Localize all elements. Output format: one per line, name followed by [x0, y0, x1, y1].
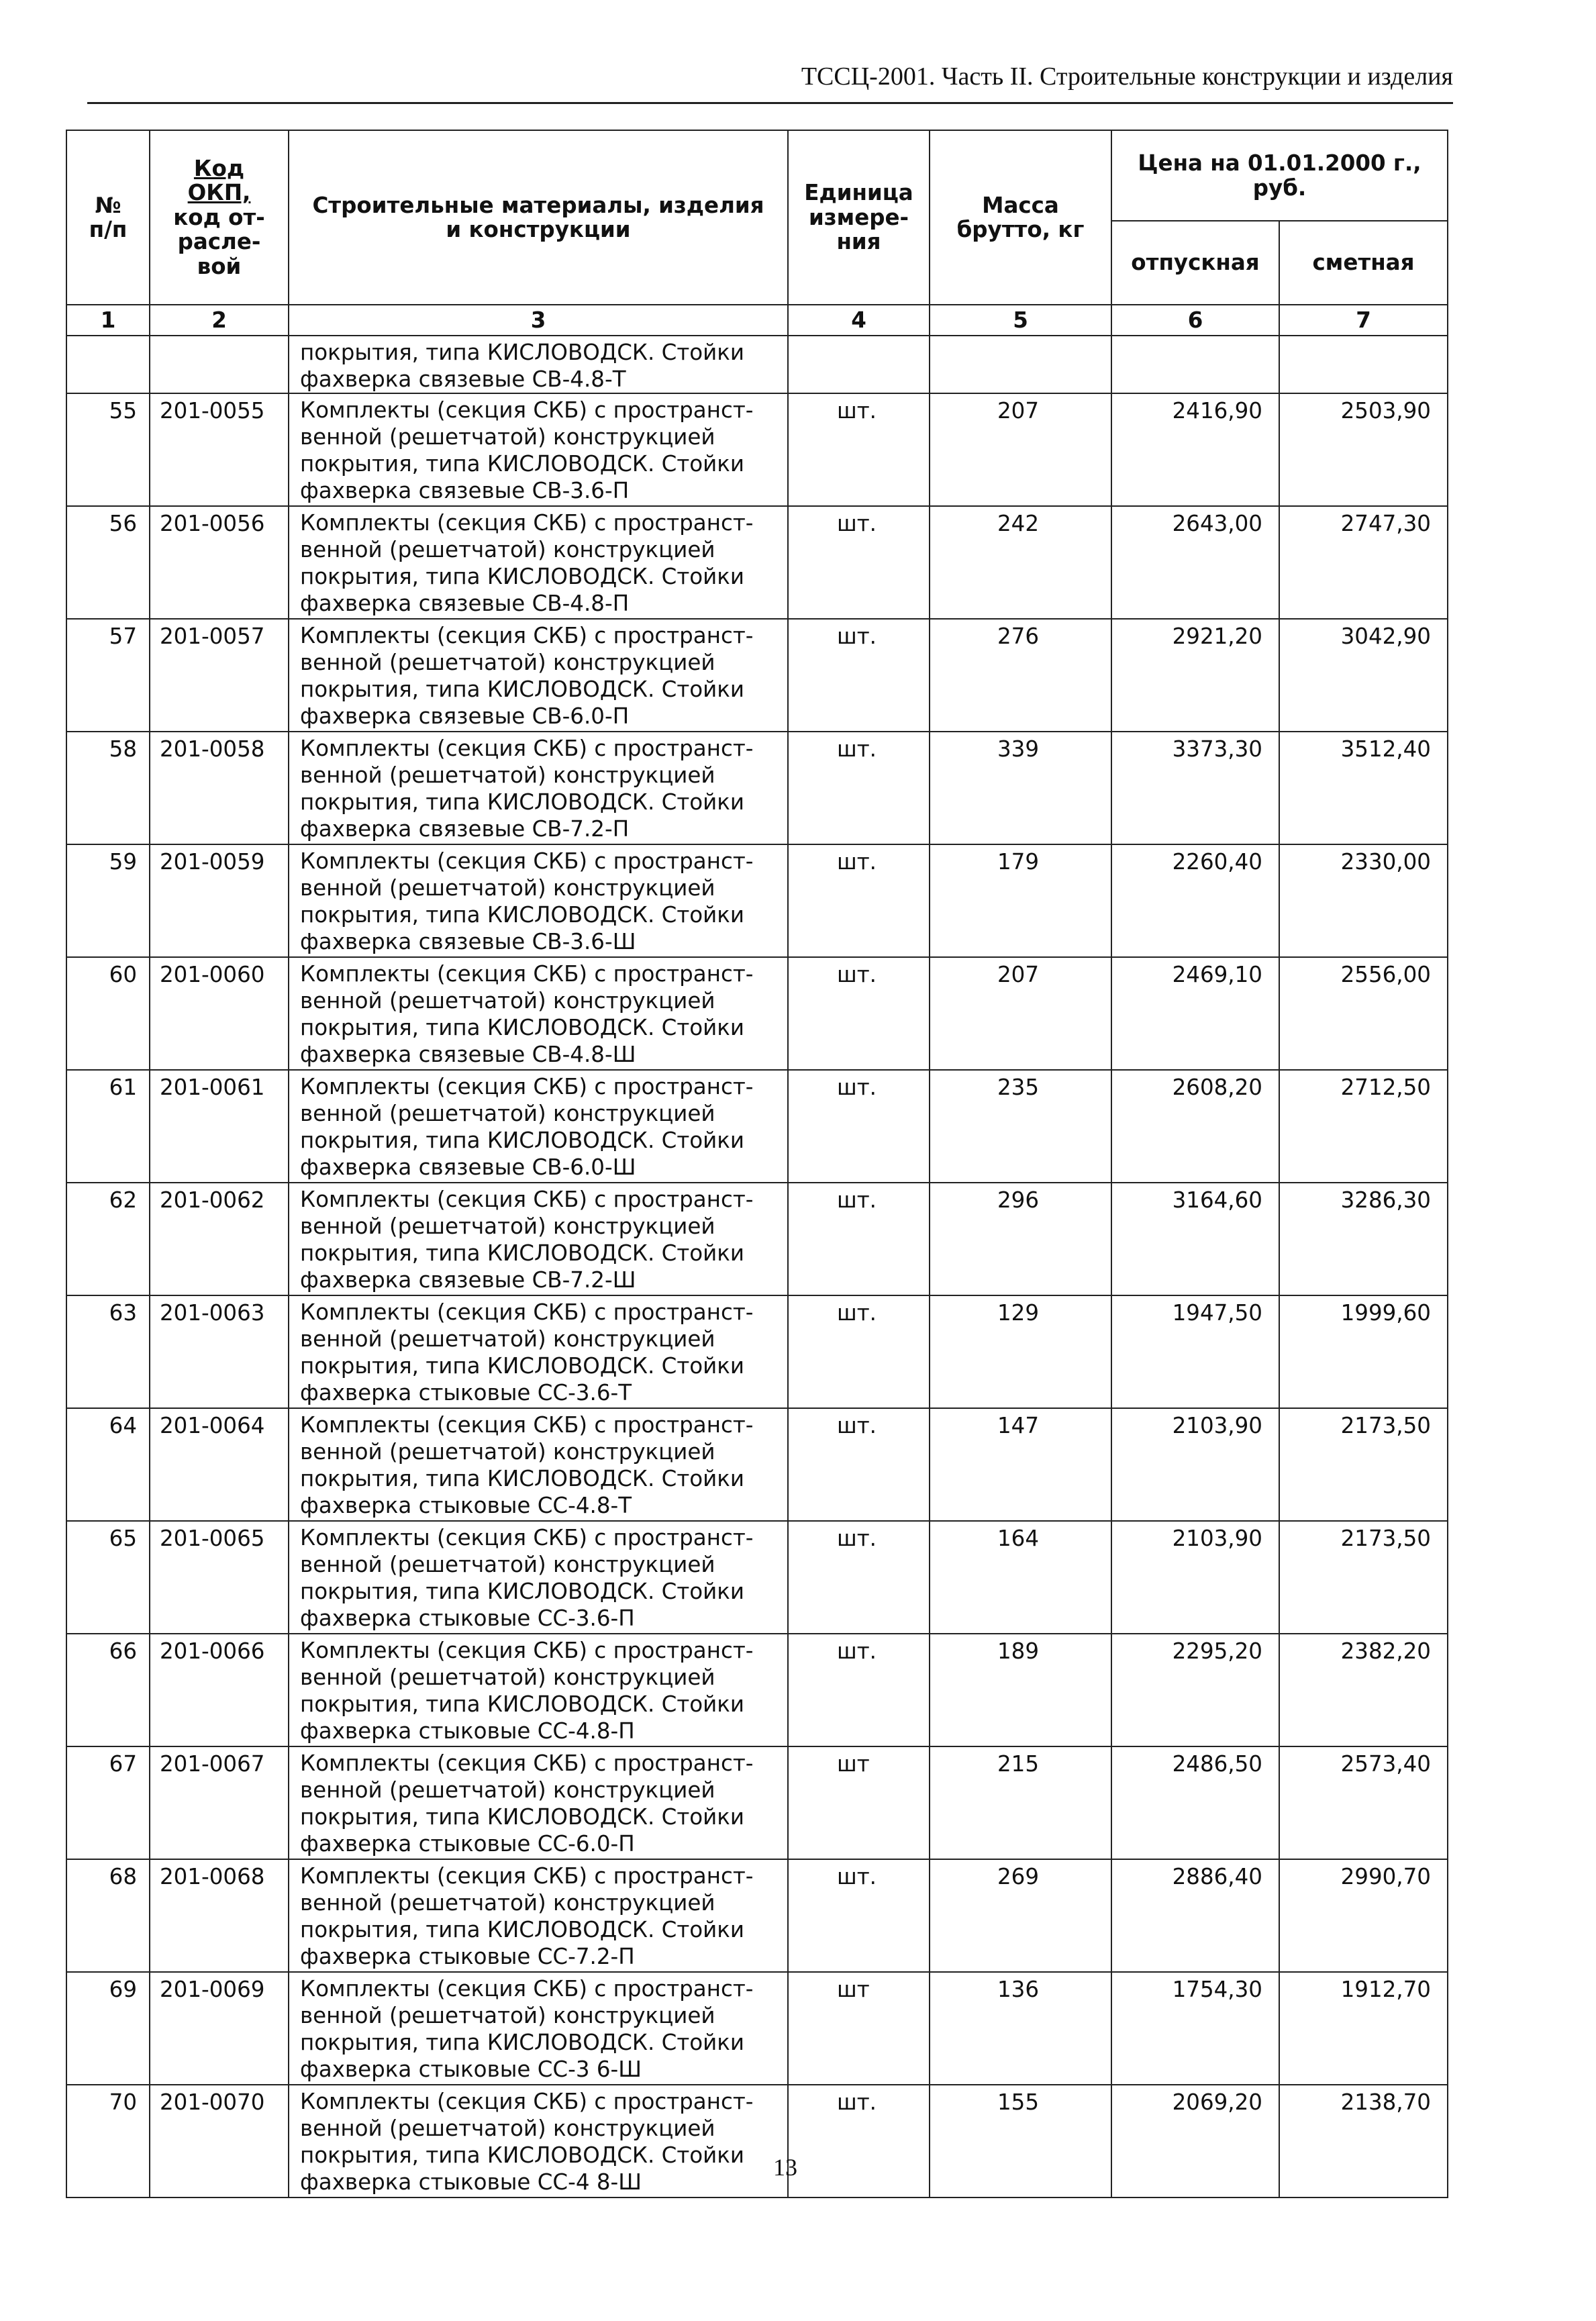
row-description [289, 732, 788, 844]
price-table [66, 130, 1448, 2198]
continuation-description [289, 336, 788, 393]
table-row [66, 619, 1448, 732]
row-mass: 164 [930, 1521, 1111, 1634]
row-description-line1: Комплекты (секция СКБ) с пространст- [300, 1412, 754, 1438]
row-number: 70 [66, 2085, 150, 2197]
row-description-line2: венной (решетчатой) конструкцией [300, 875, 715, 901]
continuation-line1: покрытия, типа КИСЛОВОДСК. Стойки [300, 340, 745, 365]
row-price-estimate: 2138,70 [1279, 2085, 1448, 2197]
header-num-line2: п/п [89, 217, 128, 242]
row-price-release: 2608,20 [1111, 1070, 1279, 1183]
row-mass: 276 [930, 619, 1111, 732]
row-unit: шт [788, 1746, 930, 1859]
row-number: 63 [66, 1295, 150, 1408]
page-header: ТССЦ-2001. Часть II. Строительные конструкции и изделия [801, 62, 1453, 91]
row-description [289, 393, 788, 506]
row-description-line1: Комплекты (секция СКБ) с пространст- [300, 510, 754, 536]
row-code: 201-0060 [150, 957, 289, 1070]
header-unit [788, 130, 930, 305]
row-description-line2: венной (решетчатой) конструкцией [300, 537, 715, 562]
row-unit: шт. [788, 957, 930, 1070]
row-description-line3: покрытия, типа КИСЛОВОДСК. Стойки [300, 1128, 745, 1153]
row-description-line3: покрытия, типа КИСЛОВОДСК. Стойки [300, 789, 745, 815]
row-unit: шт. [788, 1183, 930, 1295]
table-row [66, 2085, 1448, 2197]
header-code-line3: код от- [173, 204, 265, 230]
row-description [289, 1183, 788, 1295]
row-price-release: 1754,30 [1111, 1972, 1279, 2085]
row-price-release: 2416,90 [1111, 393, 1279, 506]
row-price-estimate: 2990,70 [1279, 1859, 1448, 1972]
row-description-line3: покрытия, типа КИСЛОВОДСК. Стойки [300, 1691, 745, 1717]
row-mass: 147 [930, 1408, 1111, 1521]
row-description-line4: фахверка связевые СВ-3.6-П [300, 478, 630, 503]
row-description-line3: покрытия, типа КИСЛОВОДСК. Стойки [300, 451, 745, 477]
row-description-line1: Комплекты (секция СКБ) с пространст- [300, 1299, 754, 1325]
row-code: 201-0064 [150, 1408, 289, 1521]
row-description [289, 1070, 788, 1183]
row-unit: шт. [788, 1295, 930, 1408]
table-row [66, 1746, 1448, 1859]
header-name-line1: Строительные материалы, изделия [312, 192, 764, 218]
table-row [66, 844, 1448, 957]
table-row [66, 1070, 1448, 1183]
header-mass [930, 130, 1111, 305]
row-description-line3: покрытия, типа КИСЛОВОДСК. Стойки [300, 2142, 745, 2168]
row-description-line3: покрытия, типа КИСЛОВОДСК. Стойки [300, 2030, 745, 2055]
row-number: 62 [66, 1183, 150, 1295]
row-number: 67 [66, 1746, 150, 1859]
row-description-line2: венной (решетчатой) конструкцией [300, 650, 715, 675]
row-price-release: 2103,90 [1111, 1408, 1279, 1521]
row-mass: 207 [930, 957, 1111, 1070]
row-description [289, 2085, 788, 2197]
row-number: 64 [66, 1408, 150, 1521]
row-number: 58 [66, 732, 150, 844]
row-unit: шт. [788, 732, 930, 844]
header-mass-line1: Масса [982, 192, 1059, 218]
row-mass: 339 [930, 732, 1111, 844]
row-price-release: 3373,30 [1111, 732, 1279, 844]
row-price-estimate: 3042,90 [1279, 619, 1448, 732]
row-description-line3: покрытия, типа КИСЛОВОДСК. Стойки [300, 1804, 745, 1830]
row-code: 201-0061 [150, 1070, 289, 1183]
header-code [150, 130, 289, 305]
row-description-line4: фахверка стыковые СС-4.8-Т [300, 1493, 632, 1518]
row-price-release: 2921,20 [1111, 619, 1279, 732]
row-unit: шт. [788, 2085, 930, 2197]
row-description-line1: Комплекты (секция СКБ) с пространст- [300, 397, 754, 423]
row-price-estimate: 2173,50 [1279, 1521, 1448, 1634]
column-number: 5 [930, 305, 1111, 336]
row-unit: шт. [788, 1634, 930, 1746]
row-price-estimate: 2330,00 [1279, 844, 1448, 957]
continuation-line2: фахверка связевые СВ-4.8-Т [300, 366, 626, 392]
row-description-line4: фахверка связевые СВ-6.0-П [300, 703, 630, 729]
row-description [289, 1408, 788, 1521]
row-description-line1: Комплекты (секция СКБ) с пространст- [300, 1074, 754, 1099]
row-description-line1: Комплекты (секция СКБ) с пространст- [300, 736, 754, 761]
row-description-line2: венной (решетчатой) конструкцией [300, 762, 715, 788]
row-mass: 155 [930, 2085, 1111, 2197]
header-num [66, 130, 150, 305]
row-number: 59 [66, 844, 150, 957]
row-code: 201-0057 [150, 619, 289, 732]
row-description-line4: фахверка связевые СВ-6.0-Ш [300, 1154, 636, 1180]
row-description-line2: венной (решетчатой) конструкцией [300, 1777, 715, 1803]
row-number: 68 [66, 1859, 150, 1972]
row-description-line2: венной (решетчатой) конструкцией [300, 1665, 715, 1690]
row-price-estimate: 3512,40 [1279, 732, 1448, 844]
row-description-line2: венной (решетчатой) конструкцией [300, 988, 715, 1014]
row-price-release: 2486,50 [1111, 1746, 1279, 1859]
table-row [66, 1972, 1448, 2085]
table-row [66, 1183, 1448, 1295]
row-unit: шт. [788, 393, 930, 506]
row-mass: 207 [930, 393, 1111, 506]
row-code: 201-0067 [150, 1746, 289, 1859]
row-code: 201-0070 [150, 2085, 289, 2197]
header-code-line2: ОКП, [187, 180, 251, 206]
row-description-line4: фахверка стыковые СС-4.8-П [300, 1718, 635, 1744]
row-description-line4: фахверка связевые СВ-4.8-П [300, 591, 630, 616]
header-price-line2: руб. [1252, 175, 1307, 201]
header-name [289, 130, 788, 305]
row-description [289, 1746, 788, 1859]
row-description [289, 1634, 788, 1746]
row-mass: 215 [930, 1746, 1111, 1859]
row-description-line1: Комплекты (секция СКБ) с пространст- [300, 1187, 754, 1212]
row-description-line4: фахверка стыковые СС-3.6-Т [300, 1380, 632, 1405]
row-unit: шт. [788, 1859, 930, 1972]
column-number: 1 [66, 305, 150, 336]
row-description-line2: венной (решетчатой) конструкцией [300, 2003, 715, 2028]
row-number: 60 [66, 957, 150, 1070]
header-price [1111, 130, 1448, 221]
row-description-line4: фахверка связевые СВ-3.6-Ш [300, 929, 636, 954]
row-description-line4: фахверка стыковые СС-6.0-П [300, 1831, 635, 1857]
row-description-line4: фахверка стыковые СС-4 8-Ш [300, 2169, 642, 2195]
header-price-estimate: сметная [1279, 221, 1448, 305]
row-description-line2: венной (решетчатой) конструкцией [300, 1214, 715, 1239]
row-price-release: 2295,20 [1111, 1634, 1279, 1746]
row-description-line4: фахверка связевые СВ-7.2-П [300, 816, 630, 842]
row-description-line4: фахверка связевые СВ-7.2-Ш [300, 1267, 636, 1293]
row-code: 201-0055 [150, 393, 289, 506]
row-description-line2: венной (решетчатой) конструкцией [300, 1101, 715, 1126]
row-description-line3: покрытия, типа КИСЛОВОДСК. Стойки [300, 902, 745, 928]
row-description [289, 506, 788, 619]
row-mass: 235 [930, 1070, 1111, 1183]
row-price-release: 2643,00 [1111, 506, 1279, 619]
row-code: 201-0068 [150, 1859, 289, 1972]
row-number: 61 [66, 1070, 150, 1183]
row-unit: шт. [788, 1070, 930, 1183]
row-number: 55 [66, 393, 150, 506]
row-price-estimate: 2712,50 [1279, 1070, 1448, 1183]
row-unit: шт. [788, 1408, 930, 1521]
header-mass-line2: брутто, кг [956, 217, 1085, 242]
table-row [66, 1295, 1448, 1408]
row-description-line1: Комплекты (секция СКБ) с пространст- [300, 1750, 754, 1776]
header-unit-line1: Единица [804, 180, 913, 206]
row-price-estimate: 3286,30 [1279, 1183, 1448, 1295]
header-price-line1: Цена на 01.01.2000 г., [1138, 150, 1422, 177]
row-number: 69 [66, 1972, 150, 2085]
header-name-line2: и конструкции [446, 217, 631, 242]
row-price-estimate: 1912,70 [1279, 1972, 1448, 2085]
row-description-line1: Комплекты (секция СКБ) с пространст- [300, 848, 754, 874]
row-code: 201-0062 [150, 1183, 289, 1295]
header-price-release: отпускная [1111, 221, 1279, 305]
row-unit: шт. [788, 619, 930, 732]
row-price-estimate: 2556,00 [1279, 957, 1448, 1070]
column-number: 6 [1111, 305, 1279, 336]
row-price-release: 2469,10 [1111, 957, 1279, 1070]
row-number: 56 [66, 506, 150, 619]
row-description-line4: фахверка стыковые СС-3 6-Ш [300, 2057, 642, 2082]
table-row [66, 506, 1448, 619]
row-code: 201-0058 [150, 732, 289, 844]
column-number: 2 [150, 305, 289, 336]
row-description [289, 957, 788, 1070]
table-row [66, 1859, 1448, 1972]
row-unit: шт. [788, 844, 930, 957]
row-description-line4: фахверка стыковые СС-3.6-П [300, 1606, 635, 1631]
header-code-line5: вой [197, 253, 242, 279]
row-description [289, 619, 788, 732]
row-code: 201-0059 [150, 844, 289, 957]
row-price-release: 2260,40 [1111, 844, 1279, 957]
row-price-estimate: 2503,90 [1279, 393, 1448, 506]
header-unit-line2: измере- [808, 204, 909, 230]
column-numbers-row [66, 305, 1448, 336]
header-code-line4: расле- [177, 229, 261, 255]
row-description-line1: Комплекты (секция СКБ) с пространст- [300, 1863, 754, 1889]
column-number: 7 [1279, 305, 1448, 336]
row-description-line2: венной (решетчатой) конструкцией [300, 1439, 715, 1465]
row-description-line1: Комплекты (секция СКБ) с пространст- [300, 2089, 754, 2114]
row-description-line4: фахверка стыковые СС-7.2-П [300, 1944, 635, 1969]
page-number: 13 [773, 2154, 797, 2181]
row-number: 66 [66, 1634, 150, 1746]
row-description [289, 1521, 788, 1634]
table-row [66, 1634, 1448, 1746]
header-rule [87, 102, 1453, 104]
row-unit: шт. [788, 1521, 930, 1634]
row-price-release: 2103,90 [1111, 1521, 1279, 1634]
row-description-line3: покрытия, типа КИСЛОВОДСК. Стойки [300, 677, 745, 702]
header-code-line1: Код [193, 156, 245, 182]
row-description-line2: венной (решетчатой) конструкцией [300, 2116, 715, 2141]
row-description [289, 1972, 788, 2085]
row-description-line2: венной (решетчатой) конструкцией [300, 1890, 715, 1916]
column-number: 4 [788, 305, 930, 336]
row-description-line3: покрытия, типа КИСЛОВОДСК. Стойки [300, 1579, 745, 1604]
row-code: 201-0066 [150, 1634, 289, 1746]
row-mass: 136 [930, 1972, 1111, 2085]
row-description-line3: покрытия, типа КИСЛОВОДСК. Стойки [300, 1353, 745, 1379]
row-description-line3: покрытия, типа КИСЛОВОДСК. Стойки [300, 1917, 745, 1942]
row-mass: 179 [930, 844, 1111, 957]
row-description-line3: покрытия, типа КИСЛОВОДСК. Стойки [300, 564, 745, 589]
header-unit-line3: ния [836, 229, 881, 255]
row-description [289, 1295, 788, 1408]
row-description-line1: Комплекты (секция СКБ) с пространст- [300, 1525, 754, 1550]
row-mass: 129 [930, 1295, 1111, 1408]
row-mass: 296 [930, 1183, 1111, 1295]
row-unit: шт [788, 1972, 930, 2085]
row-description-line1: Комплекты (секция СКБ) с пространст- [300, 623, 754, 648]
row-description-line3: покрытия, типа КИСЛОВОДСК. Стойки [300, 1240, 745, 1266]
table-row [66, 957, 1448, 1070]
row-description-line1: Комплекты (секция СКБ) с пространст- [300, 961, 754, 987]
row-number: 57 [66, 619, 150, 732]
row-description-line2: венной (решетчатой) конструкцией [300, 1552, 715, 1577]
row-price-estimate: 2382,20 [1279, 1634, 1448, 1746]
row-description-line4: фахверка связевые СВ-4.8-Ш [300, 1042, 636, 1067]
row-description-line2: венной (решетчатой) конструкцией [300, 424, 715, 450]
table-row [66, 1521, 1448, 1634]
row-description-line3: покрытия, типа КИСЛОВОДСК. Стойки [300, 1015, 745, 1040]
row-price-release: 1947,50 [1111, 1295, 1279, 1408]
row-description-line3: покрытия, типа КИСЛОВОДСК. Стойки [300, 1466, 745, 1491]
column-number: 3 [289, 305, 788, 336]
row-description-line1: Комплекты (секция СКБ) с пространст- [300, 1638, 754, 1663]
row-code: 201-0065 [150, 1521, 289, 1634]
table-row [66, 732, 1448, 844]
continuation-row [66, 336, 1448, 393]
row-code: 201-0069 [150, 1972, 289, 2085]
row-price-release: 3164,60 [1111, 1183, 1279, 1295]
row-price-estimate: 1999,60 [1279, 1295, 1448, 1408]
row-description-line2: венной (решетчатой) конструкцией [300, 1326, 715, 1352]
row-mass: 269 [930, 1859, 1111, 1972]
row-unit: шт. [788, 506, 930, 619]
row-price-estimate: 2573,40 [1279, 1746, 1448, 1859]
table-row [66, 1408, 1448, 1521]
row-mass: 189 [930, 1634, 1111, 1746]
row-price-estimate: 2747,30 [1279, 506, 1448, 619]
row-code: 201-0056 [150, 506, 289, 619]
row-description-line1: Комплекты (секция СКБ) с пространст- [300, 1976, 754, 2002]
row-price-estimate: 2173,50 [1279, 1408, 1448, 1521]
row-number: 65 [66, 1521, 150, 1634]
row-price-release: 2069,20 [1111, 2085, 1279, 2197]
row-mass: 242 [930, 506, 1111, 619]
row-code: 201-0063 [150, 1295, 289, 1408]
table-row [66, 393, 1448, 506]
row-description [289, 1859, 788, 1972]
header-num-line1: № [95, 192, 121, 218]
row-price-release: 2886,40 [1111, 1859, 1279, 1972]
row-description [289, 844, 788, 957]
